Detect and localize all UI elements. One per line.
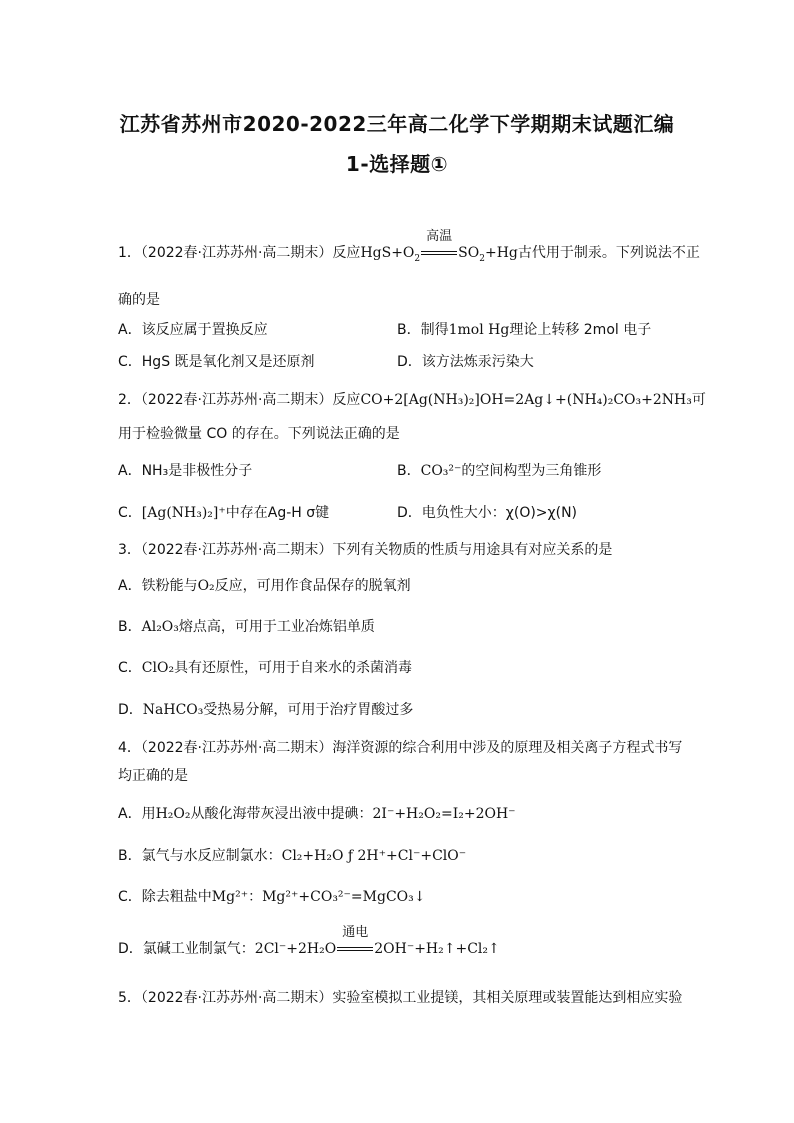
q1-option-a: A．该反应属于置换反应 bbox=[118, 322, 268, 338]
q2-equation: CO+2[Ag(NH₃)₂]OH=2Ag↓+(NH₄)₂CO₃+2NH₃ bbox=[360, 392, 692, 408]
question-5-stem: 5．（2022春·江苏苏州·高二期末）实验室模拟工业提镁，其相关原理或装置能达到相应实验 bbox=[118, 990, 683, 1006]
q2-option-a: A．NH₃是非极性分子 bbox=[118, 463, 253, 479]
question-2-stem: 2．（2022春·江苏苏州·高二期末）反应CO+2[Ag(NH₃)₂]OH=2Ag↓+(NH₄)₂CO₃+2NH₃可 bbox=[118, 392, 706, 408]
q1-option-b: B．制得1mol Hg理论上转移 2mol 电子 bbox=[397, 322, 652, 338]
q4-option-a: A．用H₂O₂从酸化海带灰浸出液中提碘：2I⁻+H₂O₂=I₂+2OH⁻ bbox=[118, 806, 516, 822]
q3-option-b: B．Al₂O₃熔点高，可用于工业冶炼铝单质 bbox=[118, 619, 375, 635]
question-1-stem-cont: 确的是 bbox=[118, 292, 160, 308]
question-2-stem-cont: 用于检验微量 CO 的存在。下列说法正确的是 bbox=[118, 426, 400, 442]
question-4-stem: 4．（2022春·江苏苏州·高二期末）海洋资源的综合利用中涉及的原理及相关离子方程式书写 bbox=[118, 740, 683, 756]
page-title: 江苏省苏州市2020-2022三年高二化学下学期期末试题汇编 bbox=[119, 112, 675, 136]
q1-stem-prefix: 1．（2022春·江苏苏州·高二期末）反应 bbox=[118, 245, 361, 261]
question-3-stem: 3．（2022春·江苏苏州·高二期末）下列有关物质的性质与用途具有对应关系的是 bbox=[118, 542, 613, 558]
q1-option-c: C．HgS 既是氧化剂又是还原剂 bbox=[118, 354, 315, 370]
q2-option-d: D．电负性大小：χ(O)>χ(N) bbox=[397, 505, 578, 521]
q1-stem-suffix: 古代用于制汞。下列说法不正 bbox=[517, 245, 700, 261]
q4-option-b: B．氯气与水反应制氯水：Cl₂+H₂O ƒ 2H⁺+Cl⁻+ClO⁻ bbox=[118, 848, 467, 864]
q3-option-c: C．ClO₂具有还原性，可用于自来水的杀菌消毒 bbox=[118, 660, 413, 676]
q2-option-b: B．CO₃²⁻的空间构型为三角锥形 bbox=[397, 463, 602, 479]
q4-option-c: C．除去粗盐中Mg²⁺：Mg²⁺+CO₃²⁻=MgCO₃↓ bbox=[118, 889, 426, 905]
q3-option-a: A．铁粉能与O₂反应，可用作食品保存的脱氧剂 bbox=[118, 578, 411, 594]
q4-option-d: D．氯碱工业制氯气：2Cl⁻+2H₂O 通电 2OH⁻+H₂↑+Cl₂↑ bbox=[118, 925, 500, 957]
question-4-stem-cont: 均正确的是 bbox=[118, 768, 188, 784]
q1-reaction-condition: 高温 bbox=[420, 243, 458, 263]
q1-equation-left: $HgS+O_2$ bbox=[360, 245, 421, 264]
q3-option-d: D．NaHCO₃受热易分解，可用于治疗胃酸过多 bbox=[118, 702, 414, 718]
page-subtitle: 1-选择题① bbox=[345, 152, 449, 176]
q4-d-reaction-condition: 通电 bbox=[336, 939, 374, 959]
question-1-stem bbox=[118, 229, 700, 269]
q1-option-d: D．该方法炼汞污染大 bbox=[397, 354, 534, 370]
q1-equation-right: $SO_2+Hg$ bbox=[458, 245, 518, 264]
q2-option-c: C．[Ag(NH₃)₂]⁺中存在Ag-H σ键 bbox=[118, 505, 330, 521]
